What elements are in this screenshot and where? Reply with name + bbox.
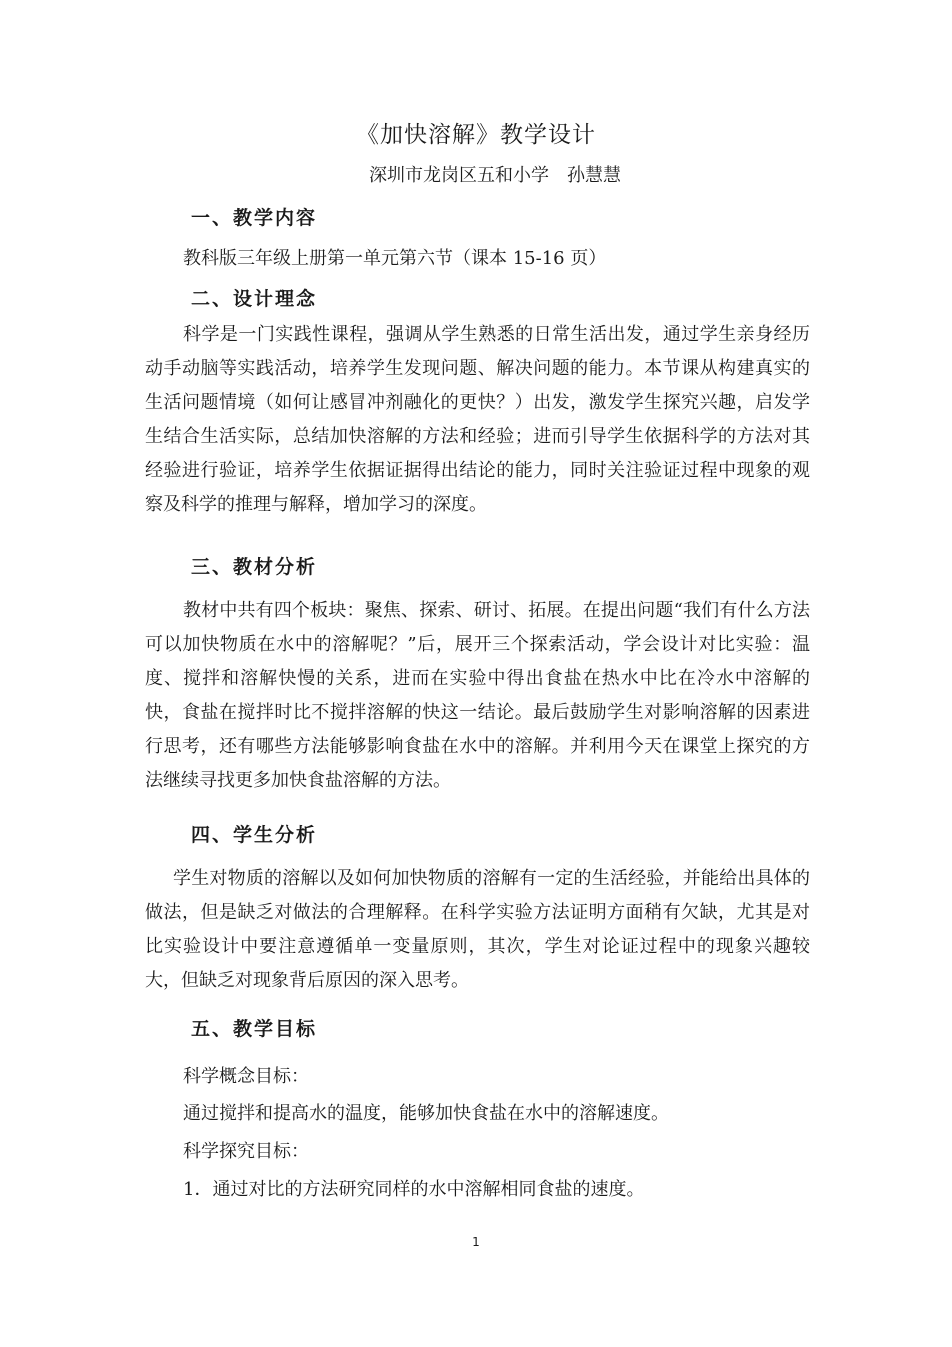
concept-goal-text: 通过搅拌和提高水的温度，能够加快食盐在水中的溶解速度。 <box>183 1103 669 1124</box>
section-heading-content: 一、教学内容 <box>191 207 318 229</box>
section-text-content: 教科版三年级上册第一单元第六节（课本 15-16 页） <box>183 248 607 269</box>
section-text-concept: 科学是一门实践性课程，强调从学生熟悉的日常生活出发，通过学生亲身经历动手动脑等实践活动，培养学生发现问题、解决问题的能力。本节课从构建真实的生活问题情境（如何让感冒冲剂融化的更快？）出发，激发学生探究兴趣，启发学生结合生活实际，总结加快溶解的方法和经验；进而引导学生依据科学的方法对其经验进行验证，培养学生依据证据得出结论的能力，同时关注验证过程中现象的观察及科学的推理与解释，增加学习的深度。 <box>145 324 810 515</box>
document-title: 《加快溶解》教学设计 <box>356 122 596 148</box>
section-text-students: 学生对物质的溶解以及如何加快物质的溶解有一定的生活经验，并能给出具体的做法，但是缺乏对做法的合理解释。在科学实验方法证明方面稍有欠缺，尤其是对比实验设计中要注意遵循单一变量原则，其次，学生对论证过程中的现象兴趣较大，但缺乏对现象背后原因的深入思考。 <box>145 868 810 991</box>
page-number: 1 <box>472 1235 480 1249</box>
section-heading-goals: 五、教学目标 <box>191 1018 318 1040</box>
section-heading-students: 四、学生分析 <box>191 824 318 846</box>
author-line: 深圳市龙岗区五和小学 孙慧慧 <box>369 165 621 186</box>
inquiry-goal-label: 科学探究目标： <box>183 1141 309 1162</box>
inquiry-goal-item: 1．通过对比的方法研究同样的水中溶解相同食盐的速度。 <box>183 1179 645 1200</box>
concept-goal-label: 科学概念目标： <box>183 1066 309 1087</box>
section-text-textbook: 教材中共有四个板块：聚焦、探索、研讨、拓展。在提出问题“我们有什么方法可以加快物质在水中的溶解呢？”后，展开三个探索活动，学会设计对比实验：温度、搅拌和溶解快慢的关系，进而在实验中得出食盐在热水中比在冷水中溶解的快，食盐在搅拌时比不搅拌溶解的快这一结论。最后鼓励学生对影响溶解的因素进行思考，还有哪些方法能够影响食盐在水中的溶解。并利用今天在课堂上探究的方法继续寻找更多加快食盐溶解的方法。 <box>145 600 810 791</box>
section-heading-textbook: 三、教材分析 <box>191 556 318 578</box>
section-heading-concept: 二、设计理念 <box>191 288 318 310</box>
